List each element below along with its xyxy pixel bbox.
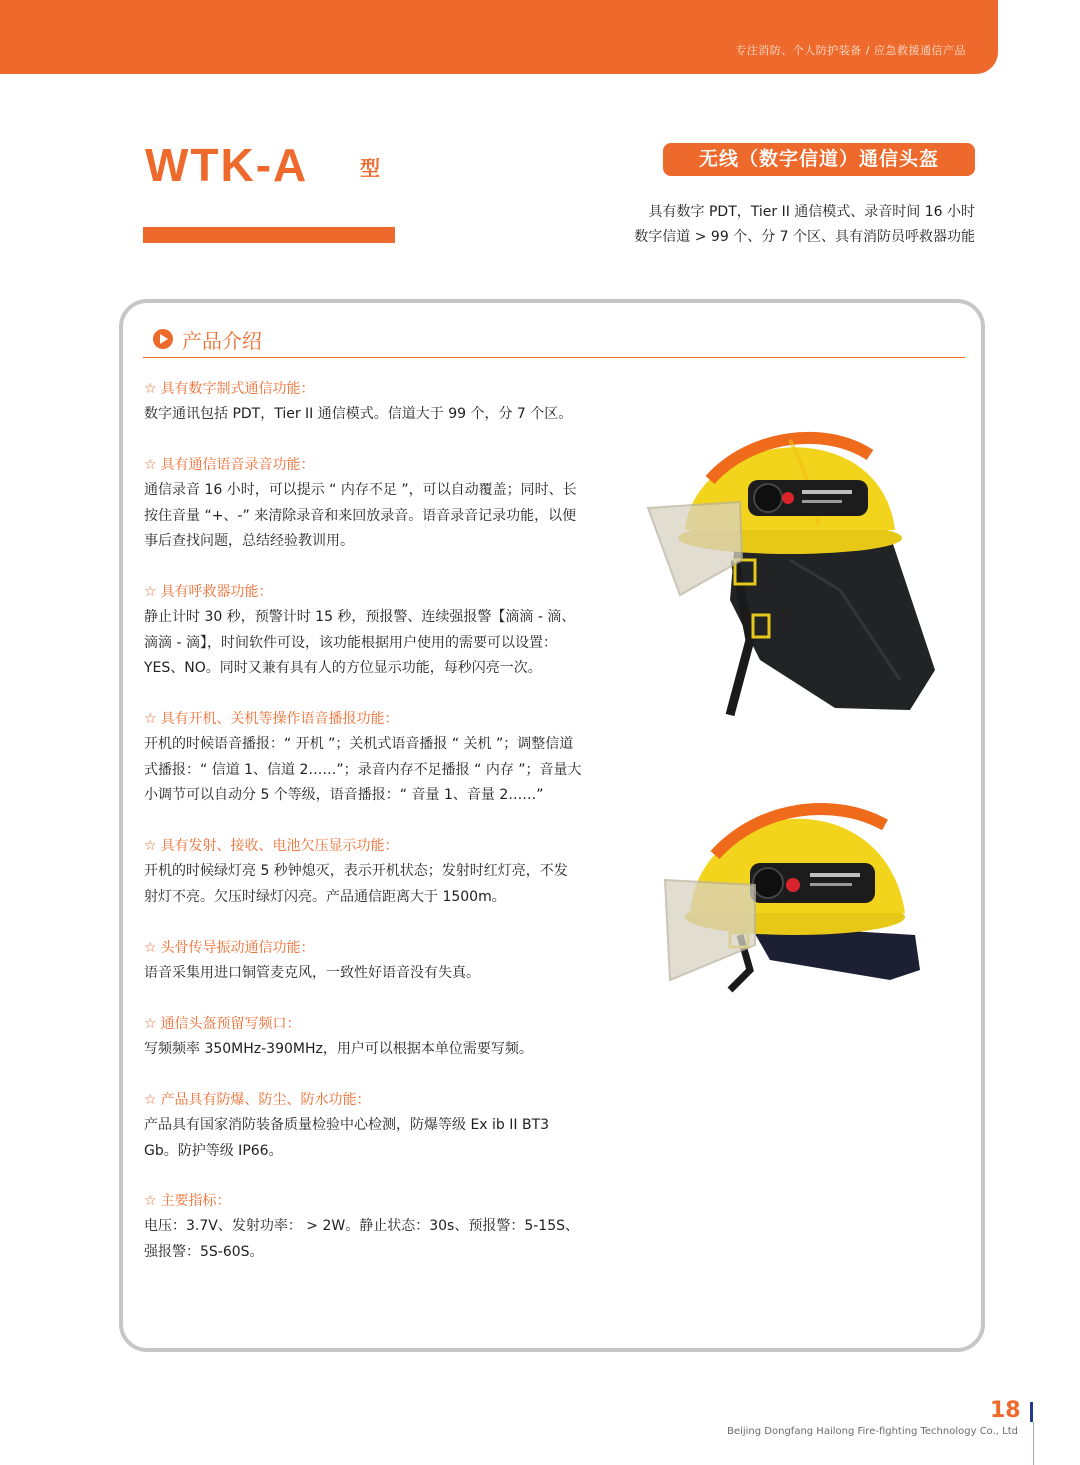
feature-body-line: YES、NO。同时又兼有具有人的方位显示功能，每秒闪亮一次。 — [144, 660, 542, 676]
feature-body-line: 数字通讯包括 PDT，Tier II 通信模式。信道大于 99 个，分 7 个区。 — [144, 406, 573, 422]
feature-body-line: 按住音量 “+、-” 来清除录音和来回放录音。语音录音记录功能，以便 — [144, 507, 577, 524]
feature-title: 具有呼救器功能： — [160, 584, 273, 600]
star-icon: ☆ — [144, 584, 157, 600]
feature-body-line: 滴滴 - 滴】，时间软件可设，该功能根据用户使用的需要可以设置： — [144, 634, 557, 651]
feature-title: 主要指标： — [160, 1193, 231, 1209]
footer-divider — [1033, 1422, 1034, 1465]
product-subtitle — [475, 200, 975, 250]
header-tagline: 专注消防、个人防护装备 / 应急救援通信产品 — [735, 44, 966, 57]
feature-title: 产品具有防爆、防尘、防水功能： — [160, 1092, 371, 1108]
feature-item — [144, 1190, 614, 1265]
feature-title: 具有开机、关机等操作语音播报功能： — [160, 711, 399, 727]
feature-body-line: Gb。防护等级 IP66。 — [144, 1142, 283, 1159]
feature-item — [144, 1013, 614, 1063]
feature-body-line: 通信录音 16 小时，可以提示 “ 内存不足 ”，可以自动覆盖；同时、长 — [144, 482, 577, 498]
feature-title: 头骨传导振动通信功能： — [160, 940, 315, 956]
footer-accent-bar — [1030, 1402, 1033, 1422]
feature-body — [144, 478, 614, 555]
product-title-badge: 无线（数字信道）通信头盔 — [663, 143, 975, 176]
product-model: WTK-A — [145, 139, 309, 191]
feature-body — [144, 605, 614, 682]
helmet-with-curtain-image — [640, 410, 940, 730]
intro-heading-label: 产品介绍 — [182, 328, 262, 353]
star-icon: ☆ — [144, 1016, 157, 1032]
model-underline — [143, 227, 395, 243]
helmet-without-curtain-image — [660, 785, 925, 1000]
feature-item — [144, 937, 614, 987]
feature-body — [144, 1037, 614, 1063]
star-icon: ☆ — [144, 381, 157, 397]
feature-body-line: 产品具有国家消防装备质量检验中心检测，防爆等级 Ex ib II BT3 — [144, 1117, 550, 1133]
feature-body — [144, 859, 614, 910]
feature-body — [144, 1214, 614, 1265]
feature-title: 具有发射、接收、电池欠压显示功能： — [160, 838, 399, 854]
page-number: 18 — [990, 1398, 1021, 1423]
feature-item — [144, 1089, 614, 1164]
feature-title: 通信头盔预留写频口： — [160, 1016, 301, 1032]
feature-body-line: 事后查找问题，总结经验教训用。 — [144, 533, 354, 549]
header-band — [0, 0, 998, 74]
star-icon: ☆ — [144, 457, 157, 473]
feature-item — [144, 454, 614, 555]
feature-body — [144, 1113, 614, 1164]
feature-body-line: 射灯不亮。欠压时绿灯闪亮。产品通信距离大于 1500m。 — [144, 888, 506, 905]
play-circle-icon — [153, 329, 173, 349]
feature-body-line: 强报警：5S-60S。 — [144, 1243, 264, 1260]
star-icon: ☆ — [144, 940, 157, 956]
feature-body-line: 开机的时候语音播报：“ 开机 ”；关机式语音播报 “ 关机 ”；调整信道 — [144, 736, 574, 752]
intro-heading — [153, 324, 262, 354]
feature-body-line: 开机的时候绿灯亮 5 秒钟熄灭，表示开机状态；发射时红灯亮，不发 — [144, 863, 568, 879]
feature-body-line: 语音采集用进口铜管麦克风，一致性好语音没有失真。 — [144, 965, 480, 981]
feature-item — [144, 708, 614, 809]
feature-title: 具有数字制式通信功能： — [160, 381, 315, 397]
feature-body-line: 写频频率 350MHz-390MHz，用户可以根据本单位需要写频。 — [144, 1041, 533, 1057]
product-model-suffix: 型 — [360, 156, 380, 180]
subtitle-line: 数字信道 > 99 个、分 7 个区、具有消防员呼救器功能 — [634, 229, 975, 245]
intro-divider — [143, 357, 965, 358]
feature-body — [144, 961, 614, 987]
feature-item — [144, 835, 614, 910]
feature-item — [144, 378, 614, 428]
feature-title: 具有通信语音录音功能： — [160, 457, 315, 473]
feature-body — [144, 402, 614, 428]
star-icon: ☆ — [144, 711, 157, 727]
feature-body-line: 小调节可以自动分 5 个等级，语音播报：“ 音量 1、音量 2……” — [144, 787, 544, 803]
star-icon: ☆ — [144, 1092, 157, 1108]
feature-body — [144, 732, 614, 809]
star-icon: ☆ — [144, 1193, 157, 1209]
star-icon: ☆ — [144, 838, 157, 854]
feature-body-line: 式播报：“ 信道 1、信道 2……”；录音内存不足播报 “ 内存 ”；音量大 — [144, 761, 582, 778]
feature-body-line: 电压：3.7V、发射功率： > 2W。静止状态：30s、预报警：5-15S、 — [144, 1218, 579, 1234]
feature-item — [144, 581, 614, 682]
feature-body-line: 静止计时 30 秒，预警计时 15 秒，预报警、连续强报警【滴滴 - 滴、 — [144, 609, 576, 625]
subtitle-line: 具有数字 PDT，Tier II 通信模式、录音时间 16 小时 — [648, 204, 975, 220]
company-name: Beijing Dongfang Hailong Fire-fighting Technology Co., Ltd — [727, 1426, 1018, 1437]
